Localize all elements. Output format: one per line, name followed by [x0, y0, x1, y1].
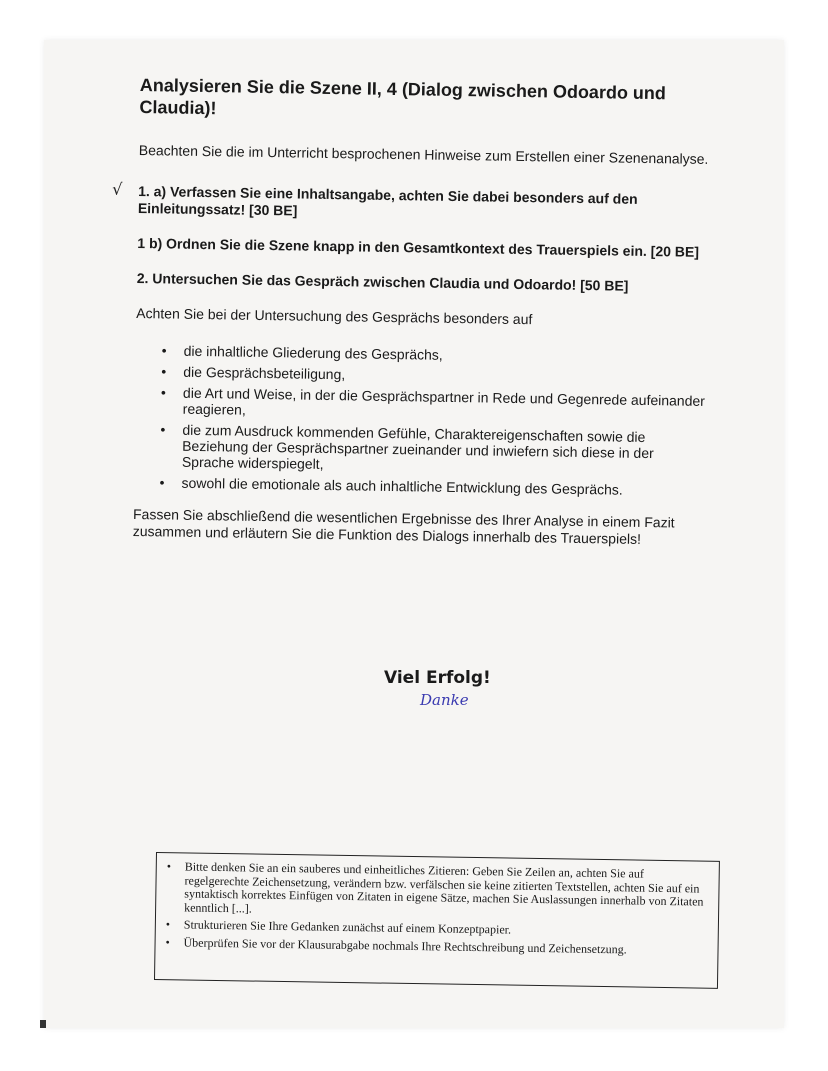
- list-item: • die zum Ausdruck kommenden Gefühle, Charaktereigenschaften sowie die Beziehung der Gesprächspartner zueinander und inwiefern sich diese in der Sprache widerspiegelt,: [182, 422, 710, 478]
- handwritten-note: Danke: [420, 691, 469, 709]
- list-item: • Bitte denken Sie an ein sauberes und einheitliches Zitieren: Geben Sie Zeilen an, achten Sie auf regelgerechte Zeichensetzung, verändern bzw. verfälschen sie keine zitierten Textstellen, achten Sie auf ein syntaktisch korrektes Einfügen von Zitaten in eigene Sätze, machen Sie Auslassungen innerhalb von Zitaten kenntlich [...].: [184, 860, 711, 922]
- task-2-lead: Achten Sie bei der Untersuchung des Gesprächs besonders auf: [136, 304, 533, 328]
- checkmark-icon: √: [112, 179, 123, 199]
- hints-list: [183, 860, 710, 957]
- conclusion-instruction: Fassen Sie abschließend die wesentlichen Ergebnisse des Ihrer Analyse in einem Fazit zusammen und erläutern Sie die Funktion des Dialogs innerhalb des Trauerspiels!: [132, 505, 675, 547]
- task-2: 2. Untersuchen Sie das Gespräch zwischen Claudia und Odoardo! [50 BE]: [136, 269, 629, 294]
- list-item: • die Gesprächsbeteiligung,: [183, 364, 710, 388]
- list-item: • Überprüfen Sie vor der Klausurabgabe nochmals Ihre Rechtschreibung und Zeichensetzung.: [183, 936, 709, 958]
- hints-box: [154, 852, 720, 989]
- closing-greeting: Viel Erfolg!: [384, 668, 491, 688]
- list-item: • die inhaltliche Gliederung des Gesprächs,: [184, 343, 711, 367]
- list-item: • sowohl die emotionale als auch inhaltliche Entwicklung des Gesprächs.: [181, 475, 708, 499]
- analysis-criteria-list: [133, 342, 710, 499]
- list-item: • die Art und Weise, in der die Gesprächspartner in Rede und Gegenrede aufeinander reagieren,: [183, 385, 710, 425]
- task-1a-text: 1. a) Verfassen Sie eine Inhaltsangabe, achten Sie dabei besonders auf den Einleitungssatz! [30 BE]: [137, 182, 638, 219]
- list-item: • Strukturieren Sie Ihre Gedanken zunächst auf einem Konzeptpapier.: [184, 918, 710, 940]
- scan-artifact: [40, 1020, 46, 1028]
- task-1a: [112, 179, 713, 226]
- task-1b: 1 b) Ordnen Sie die Szene knapp in den Gesamtkontext des Trauerspiels ein. [20 BE]: [137, 234, 700, 260]
- worksheet-title: Analysieren Sie die Szene II, 4 (Dialog zwischen Odoardo und Claudia)!: [139, 74, 667, 119]
- intro-text: Beachten Sie die im Unterricht besprochenen Hinweise zum Erstellen einer Szenenanalyse.: [138, 141, 709, 167]
- worksheet-content: [112, 74, 715, 549]
